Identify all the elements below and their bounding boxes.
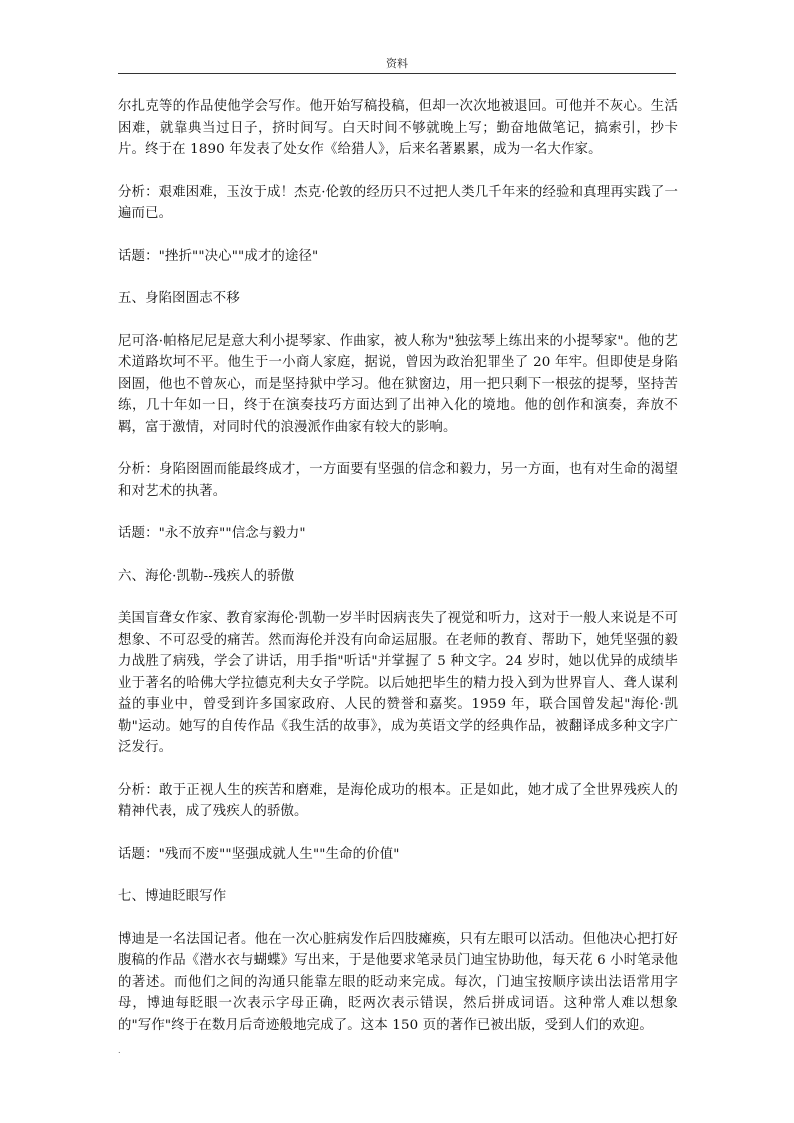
document-body (118, 96, 678, 1036)
paragraph-analysis-jack-london: 分析：艰难困难，玉汝于成！杰克·伦敦的经历只不过把人类几千年来的经验和真理再实践了一遍而已。 (118, 184, 678, 221)
section-heading-7: 七、博迪眨眼写作 (118, 889, 227, 904)
paragraph-bauby: 博迪是一名法国记者。他在一次心脏病发作后四肢瘫痪，只有左眼可以活动。但他决心把打好腹稿的作品《潜水衣与蝴蝶》写出来，于是他要求笔录员门迪宝协助他，每天花 6 小时笔录他的著述。而他们之间的沟通只能靠左眼的眨动来完成。每次，门迪宝按顺序读出法语常用字母，博迪每眨眼一次表示字母正确，眨两次表示错误，然后拼成词语。这种常人难以想象的"写作"终于在数月后奇迹般地完成了。这本 150 页的著作已被出版，受到人们的欢迎。 (118, 931, 678, 1033)
paragraph-topic-3: 话题："残而不废""坚强成就人生""生命的价值" (118, 846, 400, 862)
paragraph-analysis-paganini: 分析：身陷囹圄而能最终成才，一方面要有坚强的信念和毅力，另一方面，也有对生命的渴望和对艺术的执著。 (118, 462, 678, 499)
header-divider (118, 73, 676, 74)
footer-mark: . (118, 1046, 121, 1055)
paragraph-topic-2: 话题："永不放弃""信念与毅力" (118, 526, 306, 541)
section-heading-5: 五、身陷囹圄志不移 (118, 291, 240, 306)
paragraph-topic-1: 话题："挫折""决心""成才的途径" (118, 248, 319, 264)
section-heading-6: 六、海伦·凯勒--残疾人的骄傲 (118, 568, 295, 584)
paragraph-analysis-helen-keller: 分析：敢于正视人生的疾苦和磨难，是海伦成功的根本。正是如此，她才成了全世界残疾人的精神代表，成了残疾人的骄傲。 (118, 782, 678, 819)
page-header: 资料 (386, 57, 408, 70)
paragraph-balzac-continuation: 尔扎克等的作品使他学会写作。他开始写稿投稿，但却一次次地被退回。可他并不灰心。生活困难，就靠典当过日子，挤时间写。白天时间不够就晚上写；勤奋地做笔记，搞索引，抄卡片。终于在 1890 年发表了处女作《给猎人》，后来名著累累，成为一名大作家。 (118, 99, 678, 157)
paragraph-helen-keller: 美国盲聋女作家、教育家海伦·凯勒一岁半时因病丧失了视觉和听力，这对于一般人来说是不可想象、不可忍受的痛苦。然而海伦并没有向命运屈服。在老师的教育、帮助下，她凭坚强的毅力战胜了病残，学会了讲话，用手指"听话"并掌握了 5 种文字。24 岁时，她以优异的成绩毕业于著名的哈佛大学拉德克利夫女子学院。以后她把毕生的精力投入到为世界盲人、聋人谋利益的事业中，曾受到许多国家政府、人民的赞誉和嘉奖。1959 年，联合国曾发起"海伦·凯勒"运动。她写的自传作品《我生活的故事》，成为英语文学的经典作品，被翻译成多种文字广泛发行。 (118, 611, 678, 755)
paragraph-paganini: 尼可洛·帕格尼尼是意大利小提琴家、作曲家，被人称为"独弦琴上练出来的小提琴家"。他的艺术道路坎坷不平。他生于一小商人家庭，据说，曾因为政治犯罪坐了 20 年牢。但即使是身陷囹圄，他也不曾灰心，而是坚持狱中学习。他在狱窗边，用一把只剩下一根弦的提琴，坚持苦练，几十年如一日，终于在演奏技巧方面达到了出神入化的境地。他的创作和演奏，奔放不羁，富于激情，对同时代的浪漫派作曲家有较大的影响。 (118, 333, 678, 435)
